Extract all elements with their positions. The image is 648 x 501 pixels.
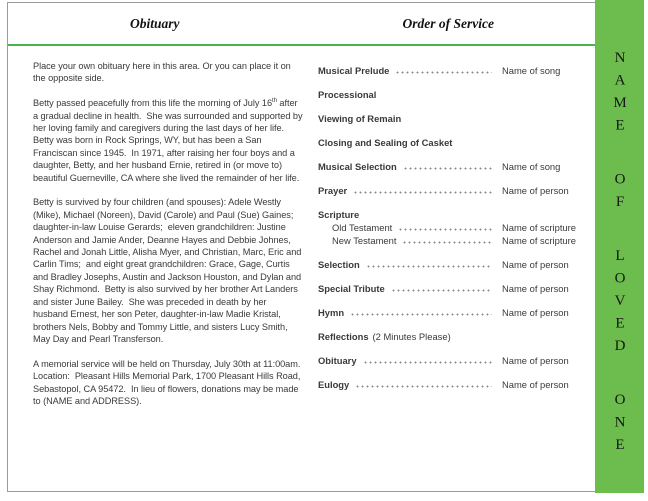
service-item-label: Reflections (318, 331, 369, 342)
service-item-label: Musical Prelude (318, 65, 390, 76)
obituary-paragraph-life-text: Betty passed peacefully from this life the morning of July 16 (33, 98, 273, 109)
service-item-old-testament (332, 221, 584, 234)
dotted-leader (366, 265, 492, 268)
service-item-label: Musical Selection (318, 161, 397, 172)
service-item-label: Prayer (318, 185, 348, 196)
service-item-value: Name of person (502, 283, 569, 294)
service-item-label: Hymn (318, 307, 345, 318)
obituary-text-block (33, 60, 306, 420)
page-header (8, 3, 595, 46)
obituary-title: Obituary (129, 15, 180, 31)
service-item-label: Obituary (318, 355, 357, 366)
service-item-value: Name of scripture (502, 222, 576, 233)
service-item-label: Closing and Sealing of Casket (318, 137, 453, 148)
service-item-processional (318, 88, 584, 101)
service-item-musical-selection (318, 160, 584, 173)
service-item-closing-and-sealing (318, 136, 584, 149)
service-item-label: Selection (318, 259, 360, 270)
service-item-label: Special Tribute (318, 283, 385, 294)
loved-one-name-vertical-text: NAME OF LOVED ONE (612, 50, 628, 460)
service-item-value: Name of scripture (502, 235, 576, 246)
service-item-label: Scripture (318, 209, 360, 220)
dotted-leader (402, 241, 492, 244)
service-item-label: Eulogy (318, 379, 350, 390)
order-of-service-list (318, 64, 584, 402)
dotted-leader (395, 71, 492, 74)
dotted-leader (353, 191, 492, 194)
service-item-value: Name of person (502, 259, 569, 270)
service-item-musical-prelude (318, 64, 584, 77)
service-item-label: Viewing of Remain (318, 113, 402, 124)
service-item-value: Name of person (502, 307, 569, 318)
service-item-selection (318, 258, 584, 271)
service-item-obituary (318, 354, 584, 367)
obituary-paragraph-survivors: Betty is survived by four children (and spouses): Adele Westly (Mike), Michael (Noreen), David (Carole) and Paul (Sue) Gaines; daughter-in-law Louise Gerards; eleven grandchildren: Justine Anderson and Jamie Ander, Deanne Hayes and Debbie Johnes, Rachel and Jonah Little, Alisha Myer, and Christian, Marc, Eric and Carlin Tims; and eight great grandchildren: Grace, Gage, Curtis and Bradley Josephs, Austin and Jackson Houston, and Dylan and Shay Richmond. Betty is also survived by her brother Art Landers and sister June Bailey. She was preceded in death by her husband Ernest, her son Peter, daughter-in-law Madie Kristal, brothers Nels, Bobby and Tommy Little, and sisters Lucy Smith, May Day and Pearl Transferson. (33, 197, 304, 344)
service-item-new-testament (332, 234, 584, 247)
obituary-paragraph-life (33, 97, 306, 184)
service-item-viewing-of-remain (318, 112, 584, 125)
service-item-value: Name of person (502, 185, 569, 196)
service-item-value: Name of person (502, 355, 569, 366)
dotted-leader (391, 289, 492, 292)
service-item-label: New Testament (332, 235, 397, 246)
dotted-leader (363, 361, 492, 364)
service-item-value: Name of person (502, 379, 569, 390)
dotted-leader (350, 313, 492, 316)
service-item-reflections (318, 330, 584, 343)
service-item-note: (2 Minutes Please) (372, 331, 451, 342)
service-item-value: Name of song (502, 65, 561, 76)
obituary-paragraph-life-text-cont: after a gradual decline in health. She was surrounded and supported by her loving family and caregivers during the last days of her life. Betty was born in Rock Springs, WY, but has been a San Franciscan since 1945. In 1971, after raising her four boys and a daughter, Betty, and her husband Ernie, retired in (or move to) beautiful Guerneville, CA where she lived the remainder of her life. (33, 98, 306, 183)
service-item-prayer (318, 184, 584, 197)
obituary-paragraph-service-info: A memorial service will be held on Thursday, July 30th at 11:00am. Location: Pleasant Hills Memorial Park, 1700 Pleasant Hills Road, Sebastopol, CA 95472. In lieu of flowers, donations may be made to (NAME and ADDRESS). (33, 358, 306, 406)
order-of-service-title: Order of Service (402, 15, 494, 31)
service-item-special-tribute (318, 282, 584, 295)
obituary-placeholder-paragraph: Place your own obituary here in this area. Or you can place it on the opposite side. (33, 61, 294, 84)
service-item-scripture (318, 208, 584, 221)
service-item-hymn (318, 306, 584, 319)
service-item-label: Old Testament (332, 222, 393, 233)
service-item-eulogy (318, 378, 584, 391)
service-item-value: Name of song (502, 161, 561, 172)
dotted-leader (398, 228, 492, 231)
ordinal-superscript: th (272, 98, 277, 105)
service-group-scripture (318, 208, 584, 247)
service-item-label: Processional (318, 89, 377, 100)
name-of-loved-one-sidebar (595, 0, 644, 493)
dotted-leader (355, 385, 492, 388)
dotted-leader (403, 167, 492, 170)
